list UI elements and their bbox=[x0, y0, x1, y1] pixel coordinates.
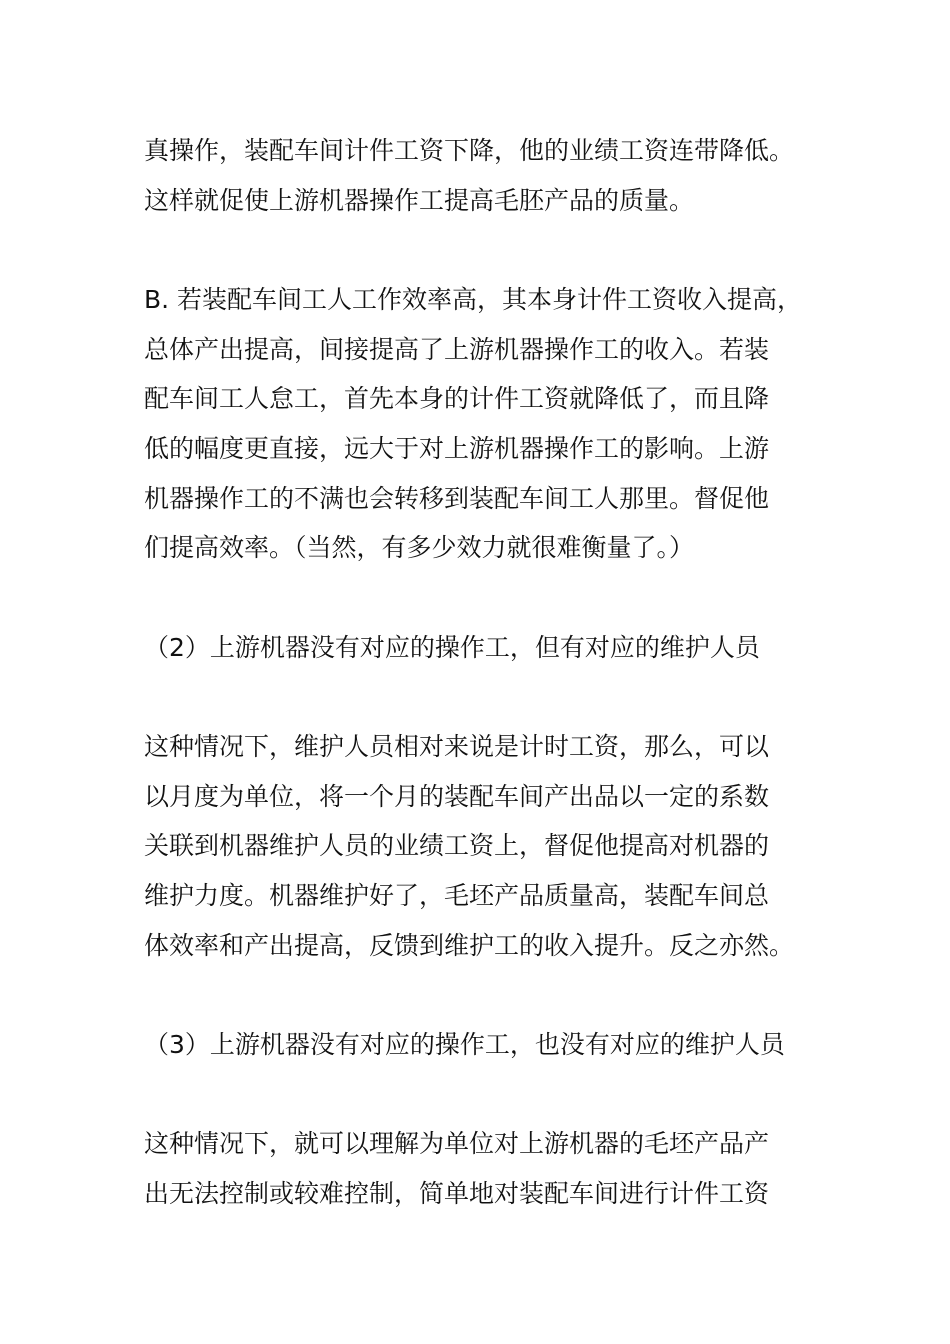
paragraph-3-line-4: 维护力度。机器维护好了，毛坯产品质量高，装配车间总 bbox=[144, 881, 770, 910]
section-heading-2: （2）上游机器没有对应的操作工，但有对应的维护人员 bbox=[144, 633, 760, 662]
paragraph-2-line-3: 配车间工人怠工，首先本身的计件工资就降低了，而且降 bbox=[144, 384, 770, 413]
paragraph-2-line-1: B. 若装配车间工人工作效率高，其本身计件工资收入提高， bbox=[144, 285, 803, 314]
paragraph-2-line-6: 们提高效率。（当然，有多少效力就很难衡量了。） bbox=[144, 533, 695, 562]
paragraph-3-line-5: 体效率和产出提高，反馈到维护工的收入提升。反之亦然。 bbox=[144, 931, 795, 960]
paragraph-3-line-1: 这种情况下，维护人员相对来说是计时工资，那么，可以 bbox=[144, 732, 770, 761]
paragraph-2-line-4: 低的幅度更直接，远大于对上游机器操作工的影响。上游 bbox=[144, 434, 770, 463]
paragraph-2-line-2: 总体产出提高，间接提高了上游机器操作工的收入。若装 bbox=[144, 335, 770, 364]
paragraph-3-line-2: 以月度为单位，将一个月的装配车间产出品以一定的系数 bbox=[144, 782, 770, 811]
paragraph-2-line-5: 机器操作工的不满也会转移到装配车间工人那里。督促他 bbox=[144, 484, 770, 513]
paragraph-4-line-1: 这种情况下，就可以理解为单位对上游机器的毛坯产品产 bbox=[144, 1129, 770, 1158]
paragraph-1-line-2: 这样就促使上游机器操作工提高毛胚产品的质量。 bbox=[144, 186, 695, 215]
paragraph-1-line-1: 真操作，装配车间计件工资下降，他的业绩工资连带降低。 bbox=[144, 136, 795, 165]
paragraph-3-line-3: 关联到机器维护人员的业绩工资上，督促他提高对机器的 bbox=[144, 831, 770, 860]
section-heading-3: （3）上游机器没有对应的操作工，也没有对应的维护人员 bbox=[144, 1030, 785, 1059]
paragraph-4-line-2: 出无法控制或较难控制，简单地对装配车间进行计件工资 bbox=[144, 1179, 770, 1208]
